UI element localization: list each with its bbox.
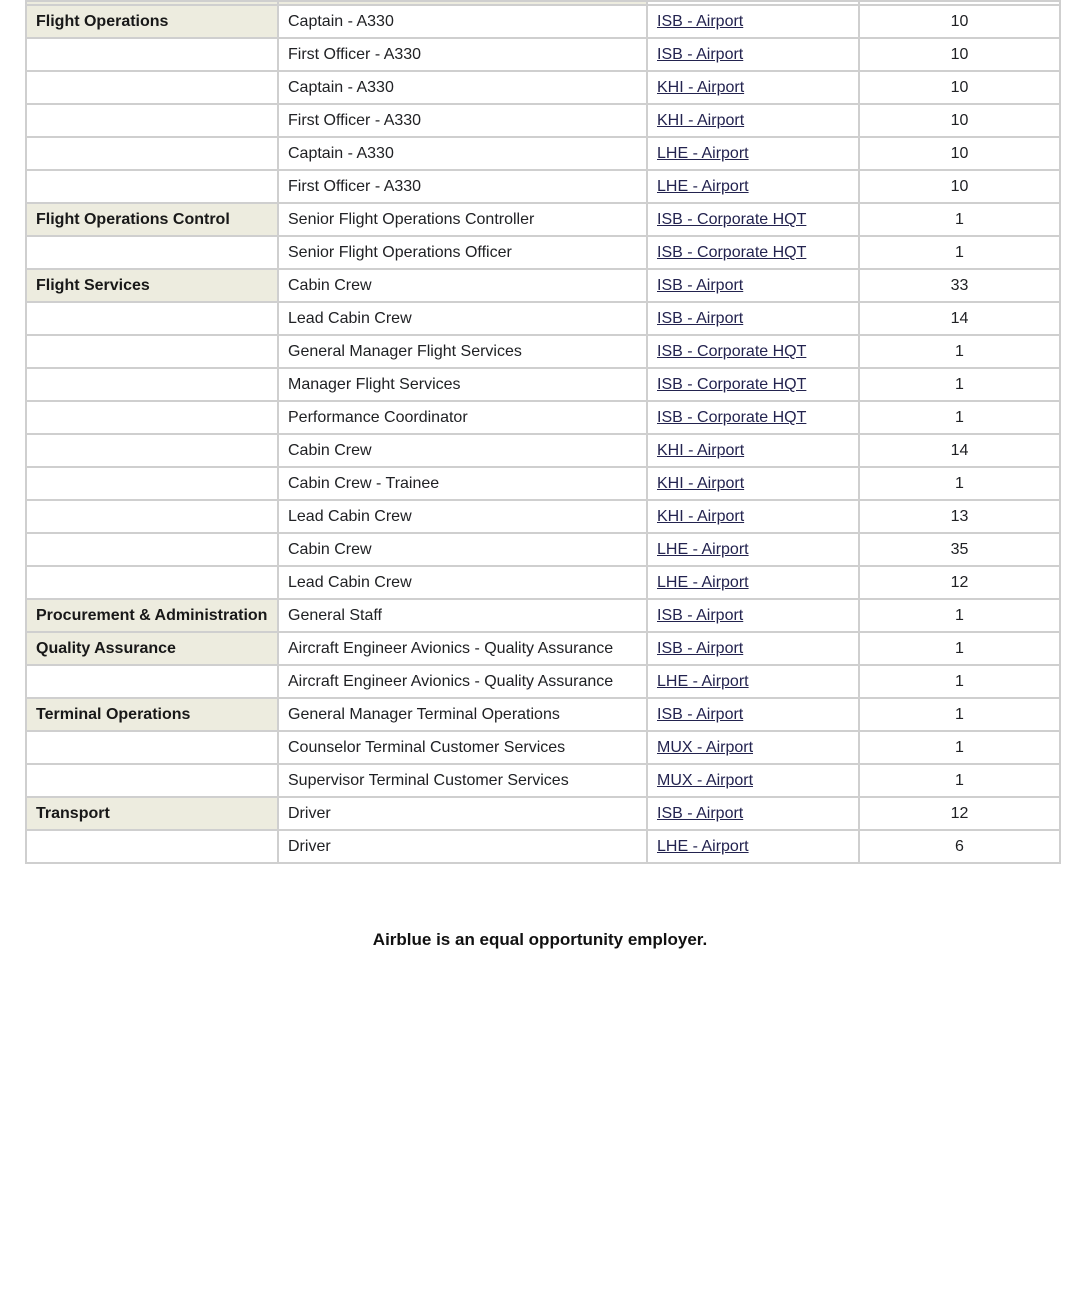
count-cell: 1 <box>859 467 1060 500</box>
position-cell: Senior Flight Operations Controller <box>278 203 647 236</box>
department-cell <box>26 566 278 599</box>
position-cell: General Manager Terminal Operations <box>278 698 647 731</box>
department-cell: Terminal Operations <box>26 698 278 731</box>
department-cell: Quality Assurance <box>26 632 278 665</box>
location-link[interactable]: ISB - Airport <box>657 46 744 63</box>
table-row <box>26 434 1060 467</box>
location-cell <box>647 71 859 104</box>
location-cell <box>647 533 859 566</box>
table-row <box>26 401 1060 434</box>
location-link[interactable]: KHI - Airport <box>657 442 745 459</box>
location-link[interactable]: KHI - Airport <box>657 79 745 96</box>
location-cell <box>647 368 859 401</box>
location-cell <box>647 236 859 269</box>
count-cell: 10 <box>859 71 1060 104</box>
count-cell: 1 <box>859 731 1060 764</box>
department-cell <box>26 236 278 269</box>
table-row <box>26 764 1060 797</box>
location-cell <box>647 632 859 665</box>
count-cell: 1 <box>859 203 1060 236</box>
position-cell: Performance Coordinator <box>278 401 647 434</box>
location-link[interactable]: ISB - Corporate HQT <box>657 409 807 426</box>
location-cell <box>647 731 859 764</box>
department-cell <box>26 533 278 566</box>
position-cell: Lead Cabin Crew <box>278 566 647 599</box>
position-cell: Lead Cabin Crew <box>278 500 647 533</box>
table-row <box>26 5 1060 38</box>
table-row <box>26 731 1060 764</box>
count-cell: 1 <box>859 764 1060 797</box>
location-cell <box>647 170 859 203</box>
department-cell <box>26 71 278 104</box>
position-cell: First Officer - A330 <box>278 38 647 71</box>
table-row <box>26 38 1060 71</box>
equal-opportunity-note: Airblue is an equal opportunity employer. <box>372 930 708 949</box>
location-link[interactable]: ISB - Airport <box>657 310 744 327</box>
location-link[interactable]: ISB - Corporate HQT <box>657 343 807 360</box>
location-link[interactable]: ISB - Corporate HQT <box>657 211 807 228</box>
department-cell: Transport <box>26 797 278 830</box>
location-cell <box>647 5 859 38</box>
count-cell: 10 <box>859 104 1060 137</box>
department-cell <box>26 731 278 764</box>
table-row <box>26 632 1060 665</box>
position-cell: Supervisor Terminal Customer Services <box>278 764 647 797</box>
location-cell <box>647 104 859 137</box>
location-link[interactable]: ISB - Corporate HQT <box>657 244 807 261</box>
department-cell: Flight Operations <box>26 5 278 38</box>
table-row <box>26 236 1060 269</box>
location-link[interactable]: LHE - Airport <box>657 178 749 195</box>
table-row <box>26 368 1060 401</box>
position-cell: Cabin Crew <box>278 434 647 467</box>
location-cell <box>647 764 859 797</box>
location-link[interactable]: LHE - Airport <box>657 574 749 591</box>
location-link[interactable]: KHI - Airport <box>657 475 745 492</box>
count-cell: 1 <box>859 236 1060 269</box>
department-cell: Flight Operations Control <box>26 203 278 236</box>
count-cell: 10 <box>859 5 1060 38</box>
location-cell <box>647 434 859 467</box>
position-cell: Driver <box>278 797 647 830</box>
count-cell: 1 <box>859 665 1060 698</box>
position-cell: Cabin Crew <box>278 269 647 302</box>
position-cell: Counselor Terminal Customer Services <box>278 731 647 764</box>
location-link[interactable]: MUX - Airport <box>657 739 754 756</box>
location-link[interactable]: LHE - Airport <box>657 673 749 690</box>
location-link[interactable]: MUX - Airport <box>657 772 754 789</box>
position-cell: First Officer - A330 <box>278 170 647 203</box>
location-cell <box>647 566 859 599</box>
table-row <box>26 698 1060 731</box>
location-cell <box>647 335 859 368</box>
location-cell <box>647 302 859 335</box>
table-row <box>26 71 1060 104</box>
department-cell <box>26 38 278 71</box>
count-cell: 1 <box>859 698 1060 731</box>
location-link[interactable]: KHI - Airport <box>657 508 745 525</box>
table-row <box>26 137 1060 170</box>
count-cell: 1 <box>859 401 1060 434</box>
location-cell <box>647 137 859 170</box>
department-cell <box>26 500 278 533</box>
location-cell <box>647 698 859 731</box>
location-cell <box>647 665 859 698</box>
location-link[interactable]: ISB - Airport <box>657 607 744 624</box>
position-cell: Manager Flight Services <box>278 368 647 401</box>
location-link[interactable]: ISB - Airport <box>657 805 744 822</box>
department-cell <box>26 170 278 203</box>
count-cell: 12 <box>859 797 1060 830</box>
position-cell: General Manager Flight Services <box>278 335 647 368</box>
position-cell: Aircraft Engineer Avionics - Quality Assurance <box>278 632 647 665</box>
count-cell: 1 <box>859 599 1060 632</box>
position-cell: Cabin Crew <box>278 533 647 566</box>
count-cell: 13 <box>859 500 1060 533</box>
location-link[interactable]: KHI - Airport <box>657 112 745 129</box>
table-row <box>26 533 1060 566</box>
location-cell <box>647 269 859 302</box>
count-cell: 6 <box>859 830 1060 863</box>
table-row <box>26 467 1060 500</box>
position-cell: Captain - A330 <box>278 5 647 38</box>
table-row <box>26 830 1060 863</box>
department-cell <box>26 434 278 467</box>
location-link[interactable]: ISB - Airport <box>657 277 744 294</box>
position-cell: Captain - A330 <box>278 71 647 104</box>
count-cell: 10 <box>859 137 1060 170</box>
location-link[interactable]: ISB - Airport <box>657 13 744 30</box>
department-cell <box>26 137 278 170</box>
department-cell <box>26 665 278 698</box>
count-cell: 35 <box>859 533 1060 566</box>
location-link[interactable]: LHE - Airport <box>657 838 749 855</box>
department-cell <box>26 467 278 500</box>
table-row <box>26 665 1060 698</box>
position-cell: Driver <box>278 830 647 863</box>
position-cell: Senior Flight Operations Officer <box>278 236 647 269</box>
department-cell <box>26 830 278 863</box>
table-row <box>26 170 1060 203</box>
table-row <box>26 797 1060 830</box>
location-link[interactable]: ISB - Airport <box>657 706 744 723</box>
department-cell <box>26 368 278 401</box>
location-cell <box>647 38 859 71</box>
location-cell <box>647 203 859 236</box>
table-row <box>26 335 1060 368</box>
job-openings-table-body <box>26 1 1060 863</box>
table-row <box>26 500 1060 533</box>
department-cell <box>26 764 278 797</box>
count-cell: 12 <box>859 566 1060 599</box>
table-row <box>26 104 1060 137</box>
table-row <box>26 566 1060 599</box>
table-row <box>26 302 1060 335</box>
location-link[interactable]: ISB - Airport <box>657 640 744 657</box>
location-link[interactable]: ISB - Corporate HQT <box>657 376 807 393</box>
department-cell <box>26 335 278 368</box>
location-cell <box>647 797 859 830</box>
table-row <box>26 599 1060 632</box>
location-cell <box>647 467 859 500</box>
table-row <box>26 203 1060 236</box>
position-cell: General Staff <box>278 599 647 632</box>
count-cell: 10 <box>859 170 1060 203</box>
location-cell <box>647 599 859 632</box>
position-cell: Lead Cabin Crew <box>278 302 647 335</box>
location-link[interactable]: LHE - Airport <box>657 145 749 162</box>
position-cell: Aircraft Engineer Avionics - Quality Assurance <box>278 665 647 698</box>
position-cell: First Officer - A330 <box>278 104 647 137</box>
department-cell <box>26 104 278 137</box>
count-cell: 1 <box>859 368 1060 401</box>
count-cell: 33 <box>859 269 1060 302</box>
count-cell: 1 <box>859 335 1060 368</box>
department-cell <box>26 401 278 434</box>
location-link[interactable]: LHE - Airport <box>657 541 749 558</box>
department-cell <box>26 302 278 335</box>
department-cell: Procurement & Administration <box>26 599 278 632</box>
position-cell: Cabin Crew - Trainee <box>278 467 647 500</box>
location-cell <box>647 500 859 533</box>
position-cell: Captain - A330 <box>278 137 647 170</box>
location-cell <box>647 401 859 434</box>
count-cell: 14 <box>859 302 1060 335</box>
count-cell: 10 <box>859 38 1060 71</box>
count-cell: 1 <box>859 632 1060 665</box>
location-cell <box>647 830 859 863</box>
count-cell: 14 <box>859 434 1060 467</box>
table-row <box>26 269 1060 302</box>
job-openings-table <box>25 0 1061 864</box>
department-cell: Flight Services <box>26 269 278 302</box>
